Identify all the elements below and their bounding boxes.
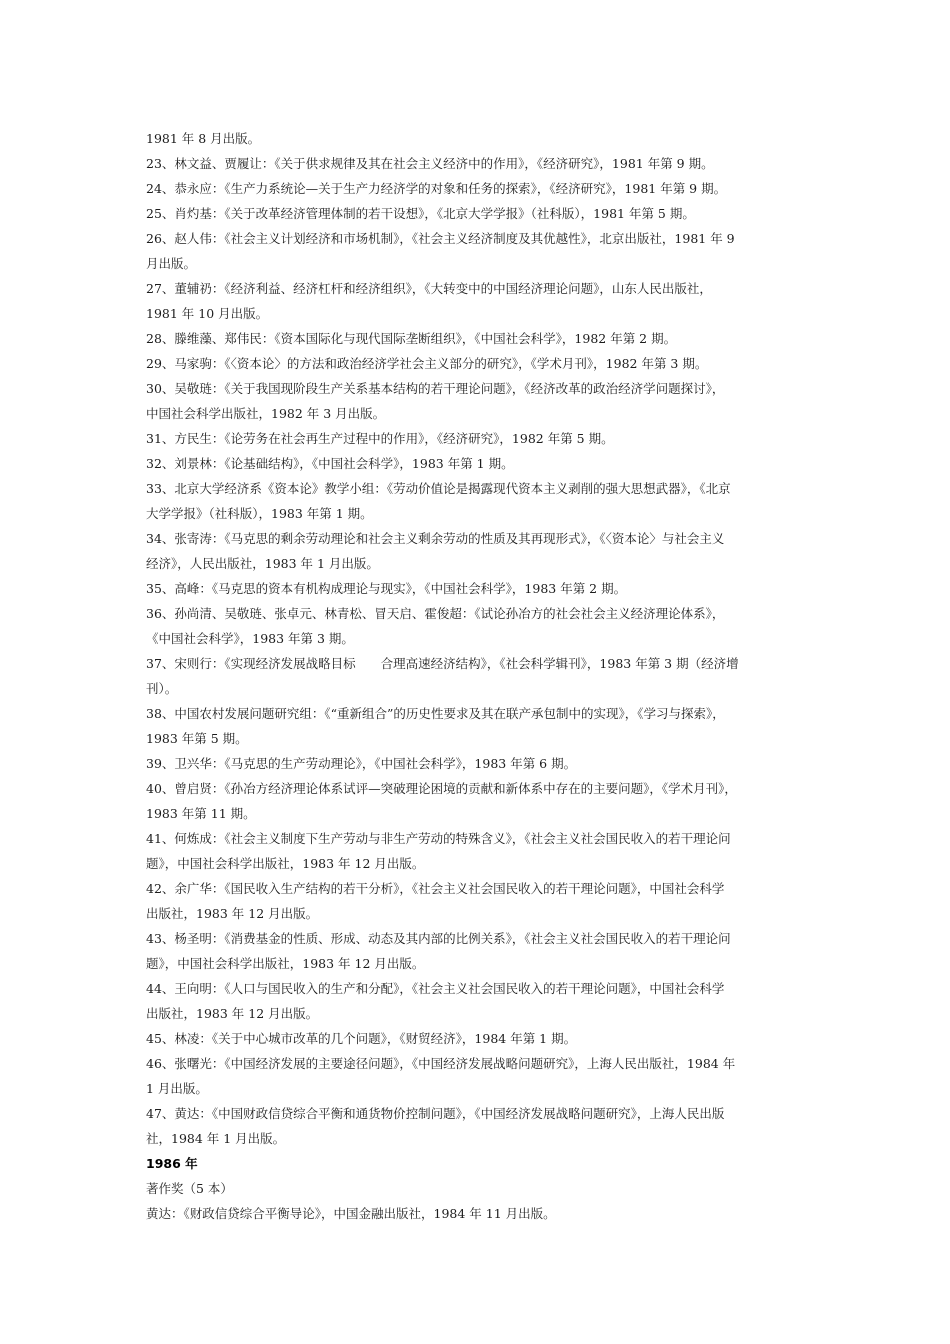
entry-line: 41、何炼成：《社会主义制度下生产劳动与非生产劳动的特殊含义》，《社会主义社会国民收入的若干理论问 bbox=[146, 831, 731, 846]
entry-line: 32、刘景林：《论基础结构》，《中国社会科学》，1983 年第 1 期。 bbox=[146, 456, 514, 471]
entry-line: 24、恭永应：《生产力系统论—关于生产力经济学的对象和任务的探索》，《经济研究》，1981 年第 9 期。 bbox=[146, 181, 727, 196]
award-category: 著作奖（5 本） bbox=[146, 1181, 233, 1196]
entry-line: 题》，中国社会科学出版社，1983 年 12 月出版。 bbox=[146, 856, 425, 871]
entry-line: 经济》，人民出版社，1983 年 1 月出版。 bbox=[146, 556, 379, 571]
entry-line: 40、曾启贤：《孙冶方经济理论体系试评—突破理论困境的贡献和新体系中存在的主要问题》，《学术月刊》， bbox=[146, 781, 737, 796]
entry-line: 《中国社会科学》，1983 年第 3 期。 bbox=[146, 631, 354, 646]
entry-line: 社，1984 年 1 月出版。 bbox=[146, 1131, 286, 1146]
entry-line: 1983 年第 5 期。 bbox=[146, 731, 248, 746]
entry-line: 44、王向明：《人口与国民收入的生产和分配》，《社会主义社会国民收入的若干理论问题》，中国社会科学 bbox=[146, 981, 725, 996]
entry-line: 39、卫兴华：《马克思的生产劳动理论》，《中国社会科学》，1983 年第 6 期。 bbox=[146, 756, 577, 771]
entry-line: 47、黄达：《中国财政信贷综合平衡和通货物价控制问题》，《中国经济发展战略问题研究》，上海人民出版 bbox=[146, 1106, 725, 1121]
entry-line: 31、方民生：《论劳务在社会再生产过程中的作用》，《经济研究》，1982 年第 5 期。 bbox=[146, 431, 614, 446]
entry-line: 大学学报》（社科版），1983 年第 1 期。 bbox=[146, 506, 373, 521]
entry-line: 27、董辅礽：《经济利益、经济杠杆和经济组织》，《大转变中的中国经济理论问题》，山东人民出版社， bbox=[146, 281, 712, 296]
entry-line: 42、余广华：《国民收入生产结构的若干分析》，《社会主义社会国民收入的若干理论问题》，中国社会科学 bbox=[146, 881, 725, 896]
entry-line: 45、林凌：《关于中心城市改革的几个问题》，《财贸经济》，1984 年第 1 期。 bbox=[146, 1031, 577, 1046]
entry-line: 出版社，1983 年 12 月出版。 bbox=[146, 906, 319, 921]
entry-line: 出版社，1983 年 12 月出版。 bbox=[146, 1006, 319, 1021]
entry-line: 29、马家驹：《〈资本论〉的方法和政治经济学社会主义部分的研究》，《学术月刊》，1982 年第 3 期。 bbox=[146, 356, 708, 371]
entry-line: 33、北京大学经济系《资本论》教学小组：《劳动价值论是揭露现代资本主义剥削的强大思想武器》，《北京 bbox=[146, 481, 731, 496]
entry-line: 28、滕维藻、郑伟民：《资本国际化与现代国际垄断组织》，《中国社会科学》，1982 年第 2 期。 bbox=[146, 331, 677, 346]
award-entry: 黄达：《财政信贷综合平衡导论》，中国金融出版社，1984 年 11 月出版。 bbox=[146, 1206, 556, 1221]
entry-line: 1981 年 10 月出版。 bbox=[146, 306, 269, 321]
entry-line: 37、宋则行：《实现经济发展战略目标 合理高速经济结构》，《社会科学辑刊》，1983 年第 3 期（经济增 bbox=[146, 656, 739, 671]
entry-line: 1983 年第 11 期。 bbox=[146, 806, 256, 821]
entry-line: 26、赵人伟：《社会主义计划经济和市场机制》，《社会主义经济制度及其优越性》，北京出版社，1981 年 9 bbox=[146, 231, 735, 246]
entry-line: 43、杨圣明：《消费基金的性质、形成、动态及其内部的比例关系》，《社会主义社会国民收入的若干理论问 bbox=[146, 931, 731, 946]
entry-line: 35、高峰：《马克思的资本有机构成理论与现实》，《中国社会科学》，1983 年第 2 期。 bbox=[146, 581, 627, 596]
entry-line: 30、吴敬琏：《关于我国现阶段生产关系基本结构的若干理论问题》，《经济改革的政治经济学问题探讨》， bbox=[146, 381, 725, 396]
entry-line: 题》，中国社会科学出版社，1983 年 12 月出版。 bbox=[146, 956, 425, 971]
entry-line: 34、张寄涛：《马克思的剩余劳动理论和社会主义剩余劳动的性质及其再现形式》，《〈资本论〉与社会主义 bbox=[146, 531, 725, 546]
entry-line: 38、中国农村发展问题研究组：《“重新组合”的历史性要求及其在联产承包制中的实现》，《学习与探索》， bbox=[146, 706, 725, 721]
entry-line: 25、肖灼基：《关于改革经济管理体制的若干设想》，《北京大学学报》（社科版），1981 年第 5 期。 bbox=[146, 206, 695, 221]
year-heading: 1986 年 bbox=[146, 1156, 198, 1171]
document-page bbox=[146, 126, 808, 1226]
entry-line: 1981 年 8 月出版。 bbox=[146, 131, 261, 146]
entry-line: 中国社会科学出版社，1982 年 3 月出版。 bbox=[146, 406, 386, 421]
entry-line: 月出版。 bbox=[146, 256, 197, 271]
entry-line: 刊）。 bbox=[146, 681, 178, 696]
entry-list bbox=[146, 126, 808, 1151]
entry-line: 23、林文益、贾履让：《关于供求规律及其在社会主义经济中的作用》，《经济研究》，1981 年第 9 期。 bbox=[146, 156, 714, 171]
entry-line: 1 月出版。 bbox=[146, 1081, 208, 1096]
entry-line: 36、孙尚清、吴敬琏、张卓元、林青松、冒天启、霍俊超：《试论孙冶方的社会社会主义经济理论体系》， bbox=[146, 606, 725, 621]
entry-line: 46、张曙光：《中国经济发展的主要途径问题》，《中国经济发展战略问题研究》，上海人民出版社，1984 年 bbox=[146, 1056, 736, 1071]
